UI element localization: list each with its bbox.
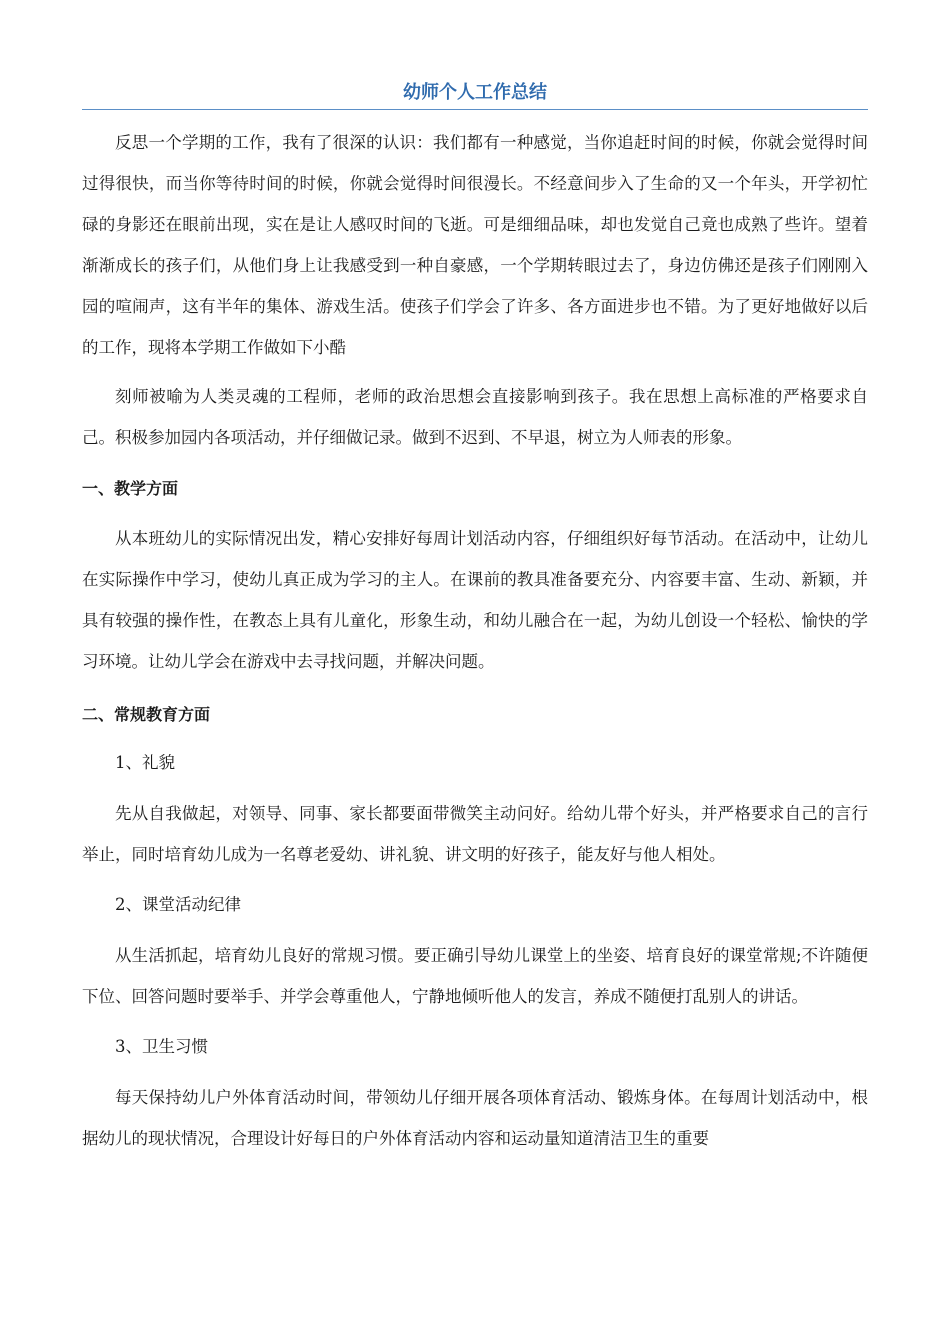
- intro-paragraph: 反思一个学期的工作，我有了很深的认识：我们都有一种感觉，当你追赶时间的时候，你就会觉得时间过得很快，而当你等待时间的时候，你就会觉得时间很漫长。不经意间步入了生命的又一个年头，开学初忙碌的身影还在眼前出现，实在是让人感叹时间的飞逝。可是细细品味，却也发觉自己竟也成熟了些许。望着渐渐成长的孩子们，从他们身上让我感受到一种自豪感，一个学期转眼过去了，身边仿佛还是孩子们刚刚入园的喧闹声，这有半年的集体、游戏生活。使孩子们学会了许多、各方面进步也不错。为了更好地做好以后的工作，现将本学期工作做如下小酷: [82, 133, 868, 357]
- document-title: 幼师个人工作总结: [82, 80, 868, 110]
- hygiene-paragraph: 每天保持幼儿户外体育活动时间，带领幼儿仔细开展各项体育活动、锻炼身体。在每周计划活动中，根据幼儿的现状情况，合理设计好每日的户外体育活动内容和运动量知道清洁卫生的重要: [82, 1088, 868, 1148]
- discipline-paragraph: 从生活抓起，培育幼儿良好的常规习惯。要正确引导幼儿课堂上的坐姿、培育良好的课堂常规;不许随便下位、回答问题时要举手、并学会尊重他人，宁静地倾听他人的发言，养成不随便打乱别人的讲话。: [82, 946, 868, 1006]
- section-heading-routine: 二、常规教育方面: [82, 705, 211, 724]
- subsection-label-manners: 1、礼貌: [115, 753, 175, 772]
- document-page: [82, 80, 868, 1159]
- manners-paragraph: 先从自我做起，对领导、同事、家长都要面带微笑主动问好。给幼儿带个好头，并严格要求自己的言行举止，同时培育幼儿成为一名尊老爱幼、讲礼貌、讲文明的好孩子，能友好与他人相处。: [82, 804, 868, 864]
- section-heading-teaching: 一、教学方面: [82, 479, 179, 498]
- ethics-paragraph: 刻师被喻为人类灵魂的工程师，老师的政治思想会直接影响到孩子。我在思想上高标准的严格要求自己。积极参加园内各项活动，并仔细做记录。做到不迟到、不早退，树立为人师表的形象。: [82, 387, 868, 447]
- subsection-label-discipline: 2、课堂活动纪律: [115, 895, 241, 914]
- subsection-label-hygiene: 3、卫生习惯: [115, 1037, 208, 1056]
- teaching-paragraph: 从本班幼儿的实际情况出发，精心安排好每周计划活动内容，仔细组织好每节活动。在活动中，让幼儿在实际操作中学习，使幼儿真正成为学习的主人。在课前的教具准备要充分、内容要丰富、生动、新颖，并具有较强的操作性，在教态上具有儿童化，形象生动，和幼儿融合在一起，为幼儿创设一个轻松、愉快的学习环境。让幼儿学会在游戏中去寻找问题，并解决问题。: [82, 529, 868, 671]
